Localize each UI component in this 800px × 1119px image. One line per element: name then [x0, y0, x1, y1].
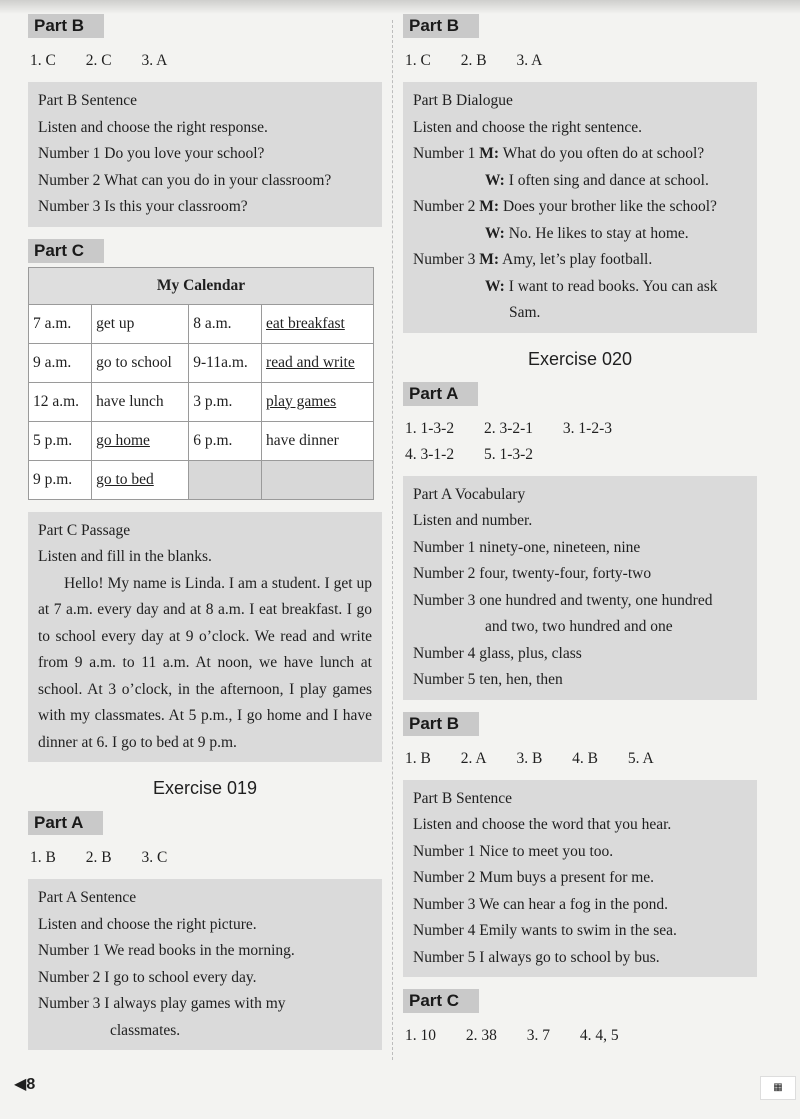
- time-cell: 6 p.m.: [189, 421, 262, 460]
- dialogue-text: What do you often do at school?: [502, 145, 705, 162]
- table-row: [29, 382, 374, 421]
- answer: 4. 4, 5: [579, 1027, 619, 1044]
- dialogue-line: [413, 168, 747, 195]
- box-line: Number 2 four, twenty-four, forty-two: [413, 565, 652, 582]
- ex020-part-b-answers: [405, 746, 757, 772]
- ex020-part-b-sentence-box: [403, 780, 757, 978]
- answer: 4. 3-1-2: [405, 445, 455, 463]
- box-line: Number 4 Emily wants to swim in the sea.: [413, 922, 677, 939]
- box-line: Number 5 ten, hen, then: [413, 671, 563, 688]
- time-cell: 8 a.m.: [189, 304, 262, 343]
- answer: 2. B: [460, 52, 487, 69]
- ex019-part-a-sentence-box: [28, 879, 382, 1050]
- part-b-answers: [30, 48, 382, 74]
- activity-cell: get up: [92, 304, 189, 343]
- box-instruction: Listen and choose the right sentence.: [413, 118, 642, 136]
- answer: 3. C: [141, 849, 168, 866]
- answer: 3. 1-2-3: [562, 419, 612, 437]
- box-title: Part A Sentence: [38, 889, 137, 906]
- empty-cell: [262, 460, 374, 499]
- ex020-part-c-label: Part C: [403, 989, 479, 1013]
- time-cell: 3 p.m.: [189, 382, 262, 421]
- right-column: [403, 14, 757, 1049]
- box-instruction: Listen and number.: [413, 512, 533, 529]
- page-number: [14, 1074, 35, 1094]
- activity-cell: have dinner: [262, 421, 374, 460]
- speaker-m: M:: [479, 198, 500, 215]
- activity-cell: go to school: [92, 343, 189, 382]
- answer: 3. A: [516, 52, 543, 69]
- dialogue-number: Number 1: [413, 145, 476, 162]
- ex019-part-a-answers: [30, 845, 382, 871]
- part-c-label: Part C: [28, 239, 104, 263]
- dialogue-number: Number 2: [413, 198, 476, 215]
- answer: 3. A: [141, 52, 168, 69]
- part-b-answers: [405, 48, 757, 74]
- dialogue-text: Does your brother like the school?: [502, 198, 717, 215]
- box-line: Number 3 We can hear a fog in the pond.: [413, 895, 668, 913]
- box-line: Number 1 We read books in the morning.: [38, 942, 295, 959]
- calendar-table: [28, 267, 374, 500]
- answer: 1. B: [30, 849, 56, 866]
- time-cell: 9-11a.m.: [189, 343, 262, 382]
- table-row: [29, 460, 374, 499]
- box-line: and two, two hundred and one: [485, 618, 673, 635]
- part-b-label: Part B: [28, 14, 104, 38]
- box-title: Part B Sentence: [413, 789, 513, 807]
- box-instruction: Listen and choose the word that you hear.: [413, 816, 672, 833]
- activity-cell: read and write: [262, 343, 374, 382]
- time-cell: 7 a.m.: [29, 304, 92, 343]
- speaker-icon: ◀: [14, 1076, 27, 1093]
- table-row: [29, 421, 374, 460]
- ex020-part-c-answers: [405, 1023, 757, 1049]
- dialogue-line: [413, 221, 747, 248]
- ex019-part-a-label: Part A: [28, 811, 103, 835]
- speaker-m: M:: [479, 251, 500, 268]
- box-line: Number 1 Do you love your school?: [38, 145, 265, 162]
- part-b-label: Part B: [403, 14, 479, 38]
- dialogue-line: [413, 141, 747, 168]
- answer: 2. 3-2-1: [483, 419, 534, 437]
- answer: 2. C: [85, 52, 112, 69]
- box-line: Number 1 ninety-one, nineteen, nine: [413, 538, 641, 556]
- time-cell: 12 a.m.: [29, 382, 92, 421]
- qr-code-icon: ▦: [760, 1076, 796, 1100]
- part-c-passage-box: [28, 512, 382, 763]
- answer: 5. 1-3-2: [483, 445, 534, 463]
- box-instruction: Listen and choose the right response.: [38, 118, 268, 136]
- part-b-sentence-box: [28, 82, 382, 227]
- answer: 1. C: [30, 52, 56, 69]
- box-line: classmates.: [110, 1021, 181, 1039]
- dialogue-text: Amy, let’s play football.: [502, 251, 653, 268]
- box-line: Number 1 Nice to meet you too.: [413, 842, 614, 860]
- part-b-dialogue-box: [403, 82, 757, 333]
- box-line: Number 4 glass, plus, class: [413, 644, 582, 662]
- box-line: Number 3 I always play games with my: [38, 995, 286, 1012]
- top-edge: [0, 0, 800, 14]
- dialogue-text: I want to read books. You can ask: [508, 277, 718, 295]
- exercise-019-title: Exercise 019: [152, 778, 258, 798]
- calendar-title: My Calendar: [29, 267, 374, 304]
- answer: 1. B: [405, 749, 431, 767]
- speaker-w: W:: [485, 277, 505, 295]
- time-cell: 9 p.m.: [29, 460, 92, 499]
- box-line: Number 3 one hundred and twenty, one hundred: [413, 591, 713, 609]
- box-title: Part A Vocabulary: [413, 485, 526, 503]
- time-cell: 5 p.m.: [29, 421, 92, 460]
- dialogue-continuation: Sam.: [509, 304, 541, 321]
- box-instruction: Listen and fill in the blanks.: [38, 548, 212, 565]
- activity-cell: play games: [262, 382, 374, 421]
- dialogue-number: Number 3: [413, 251, 476, 268]
- ex020-part-b-label: Part B: [403, 712, 479, 736]
- answer: 2. A: [460, 749, 487, 767]
- box-line: Number 5 I always go to school by bus.: [413, 948, 660, 966]
- box-line: Number 3 Is this your classroom?: [38, 198, 248, 215]
- answer: 1. 1-3-2: [405, 419, 455, 437]
- ex020-part-a-answers: [405, 416, 757, 468]
- box-line: Number 2 I go to school every day.: [38, 968, 257, 986]
- activity-cell: go home: [92, 421, 189, 460]
- time-cell: 9 a.m.: [29, 343, 92, 382]
- page-number-text: 8: [26, 1076, 36, 1093]
- table-row: [29, 343, 374, 382]
- answer: 1. C: [405, 52, 431, 69]
- empty-cell: [189, 460, 262, 499]
- dialogue-text: I often sing and dance at school.: [508, 171, 709, 189]
- dialogue-line: [413, 274, 747, 301]
- ex020-part-a-label: Part A: [403, 382, 478, 406]
- table-row: [29, 304, 374, 343]
- box-title: Part C Passage: [38, 521, 131, 539]
- speaker-m: M:: [479, 145, 500, 162]
- ex020-part-a-vocabulary-box: [403, 476, 757, 700]
- column-divider: [392, 20, 393, 1060]
- speaker-w: W:: [485, 224, 505, 242]
- activity-cell: have lunch: [92, 382, 189, 421]
- answer: 2. 38: [465, 1027, 497, 1044]
- answer: 4. B: [572, 749, 598, 767]
- dialogue-line: [413, 247, 747, 274]
- answer: 3. B: [516, 749, 543, 767]
- passage-text: Hello! My name is Linda. I am a student. I get up at 7 a.m. every day and at 8 a.m. I eat breakfast. I go to school every day at 9 o’clock. We read and write from 9 a.m. to 11 a.m. At noon, we have lunch at school. At 3 o’clock, in the afternoon, I play games with my classmates. At 5 p.m., I go home and I have dinner at 6. I go to bed at 9 p.m.: [38, 574, 372, 751]
- box-line: Number 2 What can you do in your classroom?: [38, 171, 332, 189]
- box-title: Part B Dialogue: [413, 92, 513, 109]
- answer: 2. B: [85, 849, 112, 866]
- answer: 3. 7: [526, 1027, 550, 1044]
- box-title: Part B Sentence: [38, 92, 138, 109]
- box-instruction: Listen and choose the right picture.: [38, 915, 257, 933]
- activity-cell: go to bed: [92, 460, 189, 499]
- left-column: [28, 14, 382, 1050]
- activity-cell: eat breakfast: [262, 304, 374, 343]
- exercise-020-title: Exercise 020: [527, 348, 633, 369]
- answer: 5. A: [627, 749, 654, 767]
- answer: 1. 10: [405, 1027, 436, 1044]
- box-line: Number 2 Mum buys a present for me.: [413, 869, 655, 886]
- dialogue-text: No. He likes to stay at home.: [508, 224, 689, 242]
- dialogue-line: [413, 194, 747, 221]
- speaker-w: W:: [485, 171, 505, 189]
